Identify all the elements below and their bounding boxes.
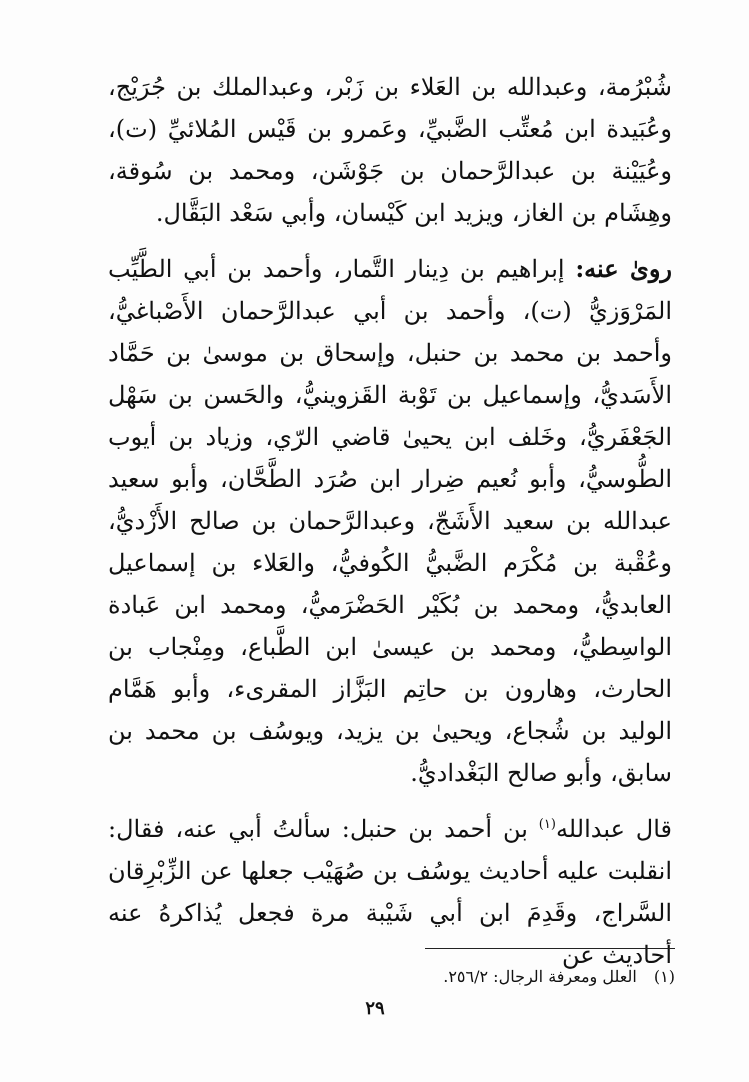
paragraph-text: إبراهيم بن دِينار التَّمار، وأحمد بن أبي الطَّيِّب المَرْوَزيُّ (ت)، وأحمد بن أبي عبدالرَّحمان الأَصْباغيُّ، وأحمد بن محمد بن حنبل، وإسحاق بن موسىٰ بن حَمَّاد الأَسَديُّ، وإسماعيل بن تَوْبة القَزوينيُّ، والحَسن بن سَهْل الجَعْفَريُّ، وخَلف ابن يحيىٰ قاضي الرّي، وزياد بن أيوب الطُّوسيُّ، وأبو نُعيم ضِرار ابن صُرَد الطَّحَّان، وأبو سعيد عبدالله بن سعيد الأَشَجّ، وعبدالرَّحمان بن صالح الأَزْديُّ، وعُقْبة بن مُكْرَم الضَّبيُّ الكُوفيُّ، والعَلاء بن إسماعيل العابديُّ، ومحمد بن بُكَيْر الحَضْرَميُّ، ومحمد ابن عَبادة الواسِطيُّ، ومحمد بن عيسىٰ ابن الطَّباع، ومِنْجاب بن الحارث، وهارون بن حاتِم البَزَّاز المقرىء، وأبو هَمَّام الوليد بن شُجاع، ويحيىٰ بن يزيد، ويوسُف بن محمد بن سابق، وأبو صالح البَغْداديُّ. xyxy=(108,255,672,787)
main-text xyxy=(108,66,672,976)
paragraph-text-start: قال عبدالله xyxy=(555,815,672,843)
footnote-text: العلل ومعرفة الرجال: ٢٥٦/٢. xyxy=(443,967,637,986)
section-heading-narrated-from-him: روىٰ عنه: xyxy=(575,254,672,283)
footnote-reference: (١) xyxy=(538,817,556,832)
page-number: ٢٩ xyxy=(365,998,385,1019)
paragraph-teachers xyxy=(108,66,672,234)
paragraph-narrators xyxy=(108,248,672,794)
paragraph-quote xyxy=(108,808,672,976)
footnote xyxy=(300,966,675,988)
paragraph-text: بن أحمد بن حنبل: سألتُ أبي عنه، فقال: انقلبت عليه أحاديث يوسُف بن صُهَيْب جعلها عن الزِّبْرِقان السَّراج، وقَدِمَ ابن أبي شَيْبة مرة فجعل يُذاكرهُ عنه أحاديث عن xyxy=(108,815,672,969)
footnote-number: (١) xyxy=(653,967,675,986)
footnote-divider xyxy=(425,948,675,949)
paragraph-text: شُبْرُمة، وعبدالله بن العَلاء بن زَبْر، وعبدالملك بن جُرَيْج، وعُبَيدة ابن مُعتِّب الضَّبيِّ، وعَمرو بن قَيْس المُلائيِّ (ت)، وعُيَيْنة بن عبدالرَّحمان بن جَوْشَن، ومحمد بن سُوقة، وهِشَام بن الغاز، ويزيد ابن كَيْسان، وأبي سَعْد البَقَّال. xyxy=(108,73,672,227)
